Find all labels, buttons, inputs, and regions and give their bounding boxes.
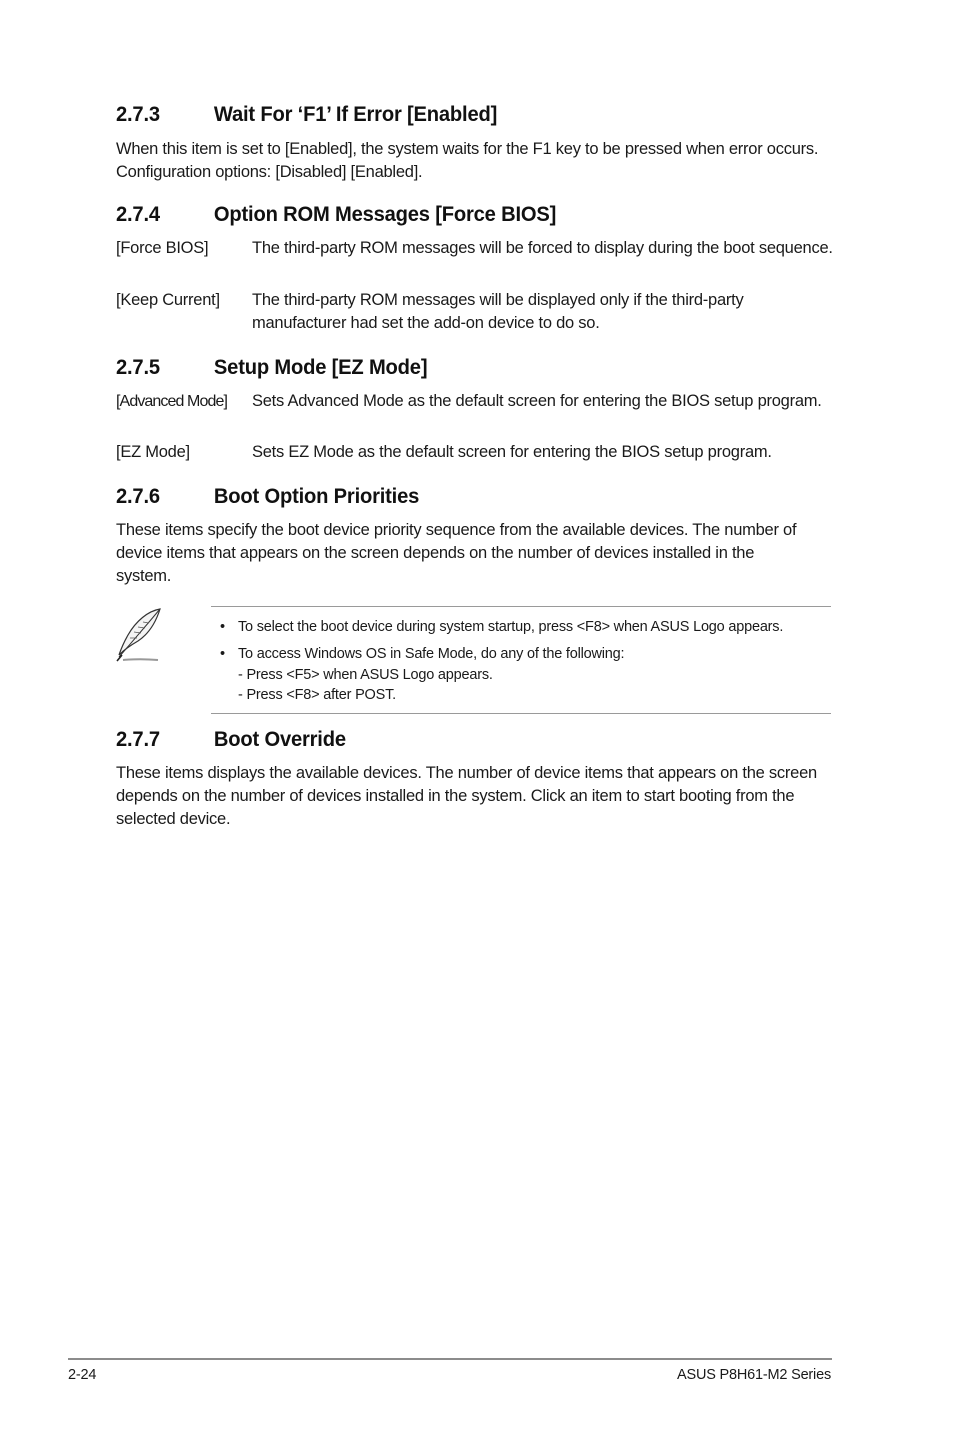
footer-page-number: 2-24 (68, 1367, 97, 1383)
section-heading: Option ROM Messages [Force BIOS] (213, 203, 557, 226)
section-number: 2.7.6 (116, 485, 160, 508)
bullet-dot: • (220, 619, 225, 635)
note-sub-item: - Press <F5> when ASUS Logo appears. (238, 666, 493, 683)
option-description: The third-party ROM messages will be forced to display during the boot sequence. (252, 239, 833, 257)
section-title-2-7-7 (116, 728, 346, 752)
note-top-rule (211, 606, 831, 607)
section-title-2-7-5 (116, 356, 427, 380)
section-number: 2.7.3 (116, 103, 160, 126)
option-description: Sets EZ Mode as the default screen for entering the BIOS setup program. (252, 443, 772, 461)
option-term: [Keep Current] (116, 291, 220, 309)
section-number: 2.7.5 (116, 356, 160, 379)
section-title-2-7-3 (116, 103, 497, 127)
section-heading: Setup Mode [EZ Mode] (213, 356, 428, 379)
footer-product-name: ASUS P8H61-M2 Series (677, 1367, 831, 1383)
section-paragraph: These items displays the available devices. The number of device items that appears on the screen depends on the number of devices installed in the system. Click an item to start booting from the selected device. (116, 764, 817, 828)
bullet-dot: • (220, 646, 225, 662)
section-heading: Boot Override (213, 728, 346, 751)
option-item-ez-mode (116, 441, 836, 464)
option-item-force-bios (116, 237, 836, 260)
section-paragraph: When this item is set to [Enabled], the system waits for the F1 key to be pressed when error occurs. Configuration options: [Disabled] [Enabled]. (116, 140, 819, 181)
note-bottom-rule (211, 713, 831, 714)
section-heading: Boot Option Priorities (213, 485, 420, 508)
option-description: The third-party ROM messages will be displayed only if the third-party manufacturer had set the add-on device to do so. (252, 291, 744, 332)
note-bullet-item (220, 644, 624, 706)
section-title-2-7-4 (116, 203, 556, 227)
note-bullet-text: To select the boot device during system startup, press <F8> when ASUS Logo appears. (238, 619, 784, 635)
section-number: 2.7.7 (116, 728, 160, 751)
section-paragraph: These items specify the boot device priority sequence from the available devices. The number of device items that appears on the screen depends on the number of devices installed in the system. (116, 521, 797, 585)
footer-rule (68, 1358, 832, 1360)
option-term: [EZ Mode] (116, 443, 190, 461)
section-title-2-7-6 (116, 485, 419, 509)
option-term: [Force BIOS] (116, 239, 209, 257)
option-item-advanced-mode (116, 390, 836, 413)
option-description: Sets Advanced Mode as the default screen for entering the BIOS setup program. (252, 392, 822, 410)
note-sub-item: - Press <F8> after POST. (238, 687, 396, 703)
option-item-keep-current (116, 289, 836, 335)
option-term: [Advanced Mode] (116, 393, 228, 410)
note-feather-icon (114, 605, 164, 663)
note-bullet-text: To access Windows OS in Safe Mode, do any of the following: (238, 646, 625, 662)
section-heading: Wait For ‘F1’ If Error [Enabled] (213, 103, 498, 126)
note-bullet-item (220, 617, 783, 638)
section-number: 2.7.4 (116, 203, 160, 226)
